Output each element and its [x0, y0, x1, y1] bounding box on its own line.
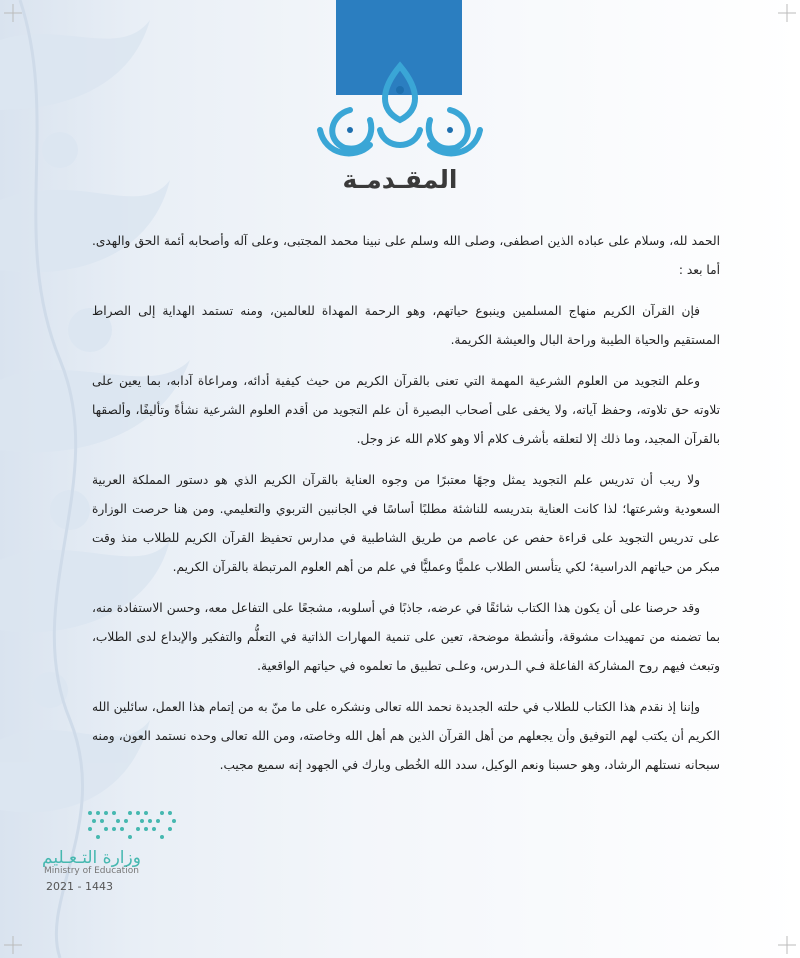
paragraph: فإن القرآن الكريم منهاج المسلمين وينبوع حياتهم، وهو الرحمة المهداة للعالمين، ومنه تستمد الهداية إلى الصراط المستقيم والحياة الطيبة وراحة البال والعيشة الكريمة.	[92, 304, 720, 347]
body-text	[92, 227, 720, 792]
crop-mark-icon	[778, 936, 796, 954]
paragraph: وقد حرصنا على أن يكون هذا الكتاب شائقًا في عرضه، جاذبًا في أسلوبه، مشجعًا على التفاعل معه، وحسن الاستفادة منه، بما تضمنه من تمهيدات مشوقة، وأنشطة موضحة، تعين على تنمية المهارات الذاتية في التعلُّم والتفكير والإبداع لدى الطلاب، وتبعث فيهم روح المشاركة الفاعلة فـي الـدرس، وعلـى تطبيق ما تعلموه في حياتهم الواقعية.	[92, 601, 720, 673]
crop-mark-icon	[4, 4, 22, 22]
paragraph: الحمد لله، وسلام على عباده الذين اصطفى، وصلى الله وسلم على نبينا محمد المجتبى، وعلى آله وأصحابه أئمة الحق والهدى. أما بعد :	[92, 234, 720, 277]
ministry-name-arabic: وزارة التـعـليم	[42, 848, 141, 868]
ministry-name-english: Ministry of Education	[44, 866, 139, 876]
crop-mark-icon	[4, 936, 22, 954]
paragraph: وإننا إذ نقدم هذا الكتاب للطلاب في حلته الجديدة نحمد الله تعالى ونشكره على ما منّ به من إتمام هذا العمل، سائلين الله الكريم أن يكتب لهم التوفيق وأن يجعلهم من أهل القرآن الذين هم أهل الله وخاصته، ومن الله تعالى وحده نستمد العون، ومنه سبحانه نستلهم الرشاد، وهو حسبنا ونعم الوكيل، سدد الله الخُطى وبارك في الجهود إنه سميع مجيب.	[92, 700, 720, 772]
page-title: المقـدمـة	[342, 165, 458, 194]
crop-mark-icon	[778, 4, 796, 22]
ministry-logo-icon	[85, 808, 180, 846]
paragraph: ولا ريب أن تدريس علم التجويد يمثل وجهًا معتبرًا من وجوه العناية بالقرآن الكريم الذي هو دستور المملكة العربية السعودية وشرعتها؛ لذا كانت العناية بتدريسه للناشئة مطلبًا أساسًا في الجانبين التربوي والتعليمي. ومن هنا حرصت الوزارة على تدريس التجويد على قراءة حفص عن عاصم من طريق الشاطبية في مدارس تحفيظ القرآن الكريم للطلاب منذ وقت مبكر من حياتهم الدراسية؛ لكي يتأسس الطلاب علميًّا وعمليًّا في علم من أهم العلوم المرتبطة بالقرآن الكريم.	[92, 473, 720, 574]
paragraph: وعلم التجويد من العلوم الشرعية المهمة التي تعنى بالقرآن الكريم من حيث كيفية أدائه، ومراعاة آدابه، بما يعين على تلاوته حق تلاوته، وحفظ آياته، ولا يخفى على أصحاب البصيرة أن علم التجويد من أقدم العلوم الشرعية نشأةً وتأليفًا، وألصقها بالقرآن المجيد، وما ذلك إلا لتعلقه بأشرف كلام ألا وهو كلام الله عز وجل.	[92, 374, 720, 446]
edition-year: 2021 - 1443	[46, 880, 113, 893]
calligraphy-emblem-icon	[310, 60, 490, 170]
